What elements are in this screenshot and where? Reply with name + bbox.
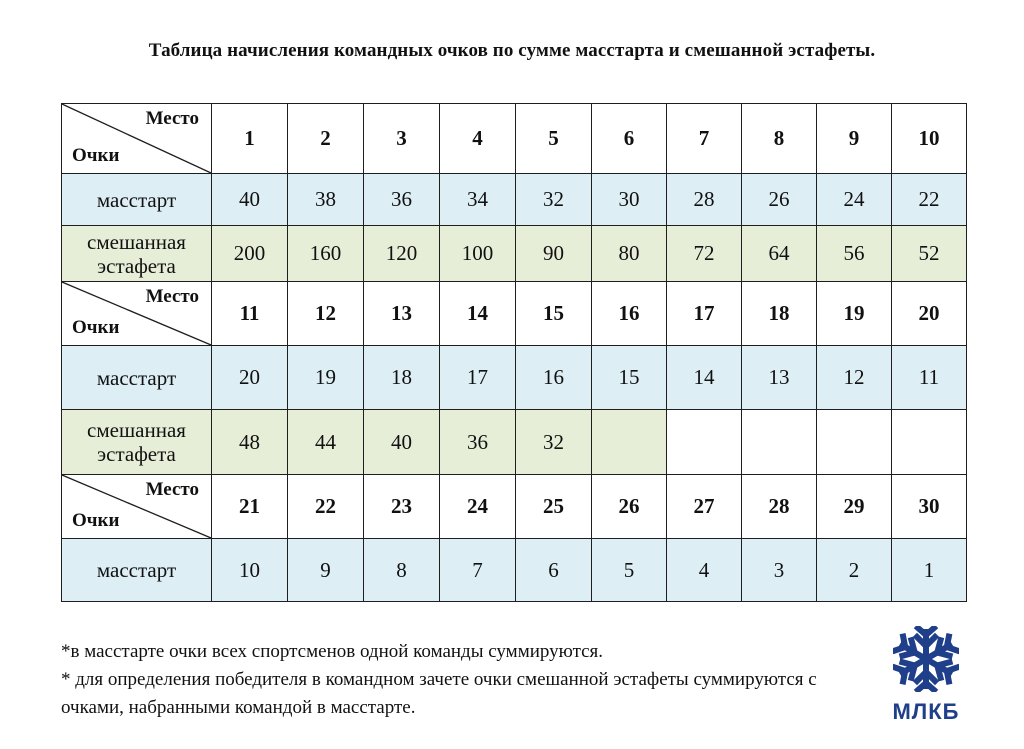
place-number: 23 [364, 475, 440, 539]
place-number: 6 [592, 104, 667, 174]
mass-start-points: 20 [212, 346, 288, 410]
place-number: 13 [364, 282, 440, 346]
place-header-row [62, 475, 967, 539]
place-header-row [62, 104, 967, 174]
place-number: 3 [364, 104, 440, 174]
mixed-relay-points [592, 410, 667, 475]
mixed-relay-label: смешанная эстафета [62, 410, 212, 475]
logo [884, 626, 968, 725]
diagonal-header-cell [62, 282, 212, 346]
place-number: 8 [742, 104, 817, 174]
place-number: 18 [742, 282, 817, 346]
footnote-mass-start: *в масстарте очки всех спортсменов одной команды суммируются. [61, 641, 604, 662]
mass-start-points: 28 [667, 174, 742, 226]
mass-start-points: 2 [817, 539, 892, 602]
place-header-row [62, 282, 967, 346]
footnotes [61, 638, 881, 722]
mass-start-points: 16 [516, 346, 592, 410]
place-number: 25 [516, 475, 592, 539]
header-place-label: Место [145, 479, 199, 500]
mass-start-row [62, 539, 967, 602]
mass-start-label: масстарт [62, 174, 212, 226]
mass-start-points: 6 [516, 539, 592, 602]
mass-start-points: 34 [440, 174, 516, 226]
mass-start-points: 24 [817, 174, 892, 226]
place-number: 20 [892, 282, 967, 346]
diagonal-header-cell [62, 104, 212, 174]
mixed-relay-points: 52 [892, 226, 967, 282]
mass-start-points: 22 [892, 174, 967, 226]
mass-start-points: 36 [364, 174, 440, 226]
place-number: 7 [667, 104, 742, 174]
mixed-relay-points: 56 [817, 226, 892, 282]
place-number: 24 [440, 475, 516, 539]
place-number: 19 [817, 282, 892, 346]
mass-start-points: 19 [288, 346, 364, 410]
mass-start-points: 11 [892, 346, 967, 410]
place-number: 10 [892, 104, 967, 174]
page-title: Таблица начисления командных очков по сумме масстарта и смешанной эстафеты. [148, 40, 876, 61]
mass-start-points: 38 [288, 174, 364, 226]
place-number: 27 [667, 475, 742, 539]
mass-start-points: 32 [516, 174, 592, 226]
mixed-relay-row [62, 410, 967, 475]
mixed-relay-points [667, 410, 742, 475]
mixed-relay-row [62, 226, 967, 282]
mixed-relay-points: 90 [516, 226, 592, 282]
mass-start-points: 18 [364, 346, 440, 410]
logo-text: МЛКБ [892, 699, 960, 724]
mass-start-points: 14 [667, 346, 742, 410]
place-number: 16 [592, 282, 667, 346]
mixed-relay-label: смешанная эстафета [62, 226, 212, 282]
place-number: 26 [592, 475, 667, 539]
mixed-relay-points: 200 [212, 226, 288, 282]
mixed-relay-points: 32 [516, 410, 592, 475]
mixed-relay-points: 64 [742, 226, 817, 282]
mass-start-points: 8 [364, 539, 440, 602]
points-table [61, 103, 967, 602]
mass-start-points: 7 [440, 539, 516, 602]
place-number: 17 [667, 282, 742, 346]
mass-start-label: масстарт [62, 346, 212, 410]
place-number: 21 [212, 475, 288, 539]
mixed-relay-points: 120 [364, 226, 440, 282]
mixed-relay-points: 36 [440, 410, 516, 475]
header-place-label: Место [145, 286, 199, 307]
mass-start-points: 4 [667, 539, 742, 602]
diagonal-header-cell [62, 475, 212, 539]
mixed-relay-points: 160 [288, 226, 364, 282]
mixed-relay-points: 44 [288, 410, 364, 475]
mass-start-points: 10 [212, 539, 288, 602]
mass-start-points: 5 [592, 539, 667, 602]
header-points-label: Очки [72, 317, 120, 338]
mixed-relay-points: 80 [592, 226, 667, 282]
place-number: 1 [212, 104, 288, 174]
place-number: 14 [440, 282, 516, 346]
mass-start-points: 26 [742, 174, 817, 226]
place-number: 4 [440, 104, 516, 174]
mass-start-points: 15 [592, 346, 667, 410]
mass-start-points: 1 [892, 539, 967, 602]
footnote-team-score: * для определения победителя в командном зачете очки смешанной эстафеты суммируются с очками, набранными командой в масстарте. [61, 669, 817, 718]
mass-start-points: 12 [817, 346, 892, 410]
mixed-relay-points [817, 410, 892, 475]
mass-start-points: 13 [742, 346, 817, 410]
mass-start-points: 30 [592, 174, 667, 226]
mixed-relay-points: 48 [212, 410, 288, 475]
mass-start-label: масстарт [62, 539, 212, 602]
place-number: 9 [817, 104, 892, 174]
mass-start-points: 9 [288, 539, 364, 602]
mass-start-points: 3 [742, 539, 817, 602]
place-number: 30 [892, 475, 967, 539]
header-place-label: Место [145, 108, 199, 129]
mixed-relay-points [742, 410, 817, 475]
mass-start-row [62, 174, 967, 226]
place-number: 22 [288, 475, 364, 539]
header-points-label: Очки [72, 510, 120, 531]
place-number: 5 [516, 104, 592, 174]
place-number: 28 [742, 475, 817, 539]
snowflake-icon [893, 626, 959, 692]
mass-start-row [62, 346, 967, 410]
header-points-label: Очки [72, 145, 120, 166]
mass-start-points: 40 [212, 174, 288, 226]
mixed-relay-points: 72 [667, 226, 742, 282]
mixed-relay-points: 40 [364, 410, 440, 475]
place-number: 29 [817, 475, 892, 539]
place-number: 11 [212, 282, 288, 346]
mixed-relay-points [892, 410, 967, 475]
place-number: 15 [516, 282, 592, 346]
mass-start-points: 17 [440, 346, 516, 410]
mixed-relay-points: 100 [440, 226, 516, 282]
place-number: 12 [288, 282, 364, 346]
place-number: 2 [288, 104, 364, 174]
